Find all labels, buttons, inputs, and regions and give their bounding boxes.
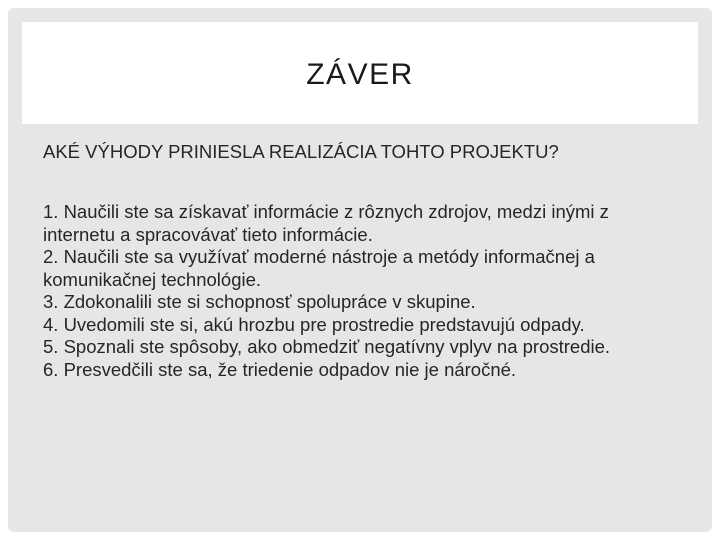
list-item: 5. Spoznali ste spôsoby, ako obmedziť negatívny vplyv na prostredie. xyxy=(43,336,611,357)
list-item: 4. Uvedomili ste si, akú hrozbu pre prostredie predstavujú odpady. xyxy=(43,313,585,335)
benefits-list xyxy=(43,201,683,381)
question-heading: AKÉ VÝHODY PRINIESLA REALIZÁCIA TOHTO PROJEKTU? xyxy=(43,141,559,162)
list-item: 2. Naučili ste sa využívať moderné nástroje a metódy informačnej a komunikačnej technológie. xyxy=(43,246,595,290)
list-item: 1. Naučili ste sa získavať informácie z rôznych zdrojov, medzi inými z internetu a spracovávať tieto informácie. xyxy=(43,201,609,245)
list-item: 3. Zdokonalili ste si schopnosť spolupráce v skupine. xyxy=(43,291,476,312)
title-box xyxy=(22,22,698,124)
slide-title: ZÁVER xyxy=(306,58,414,91)
list-item: 6. Presvedčili ste sa, že triedenie odpadov nie je náročné. xyxy=(43,358,517,380)
